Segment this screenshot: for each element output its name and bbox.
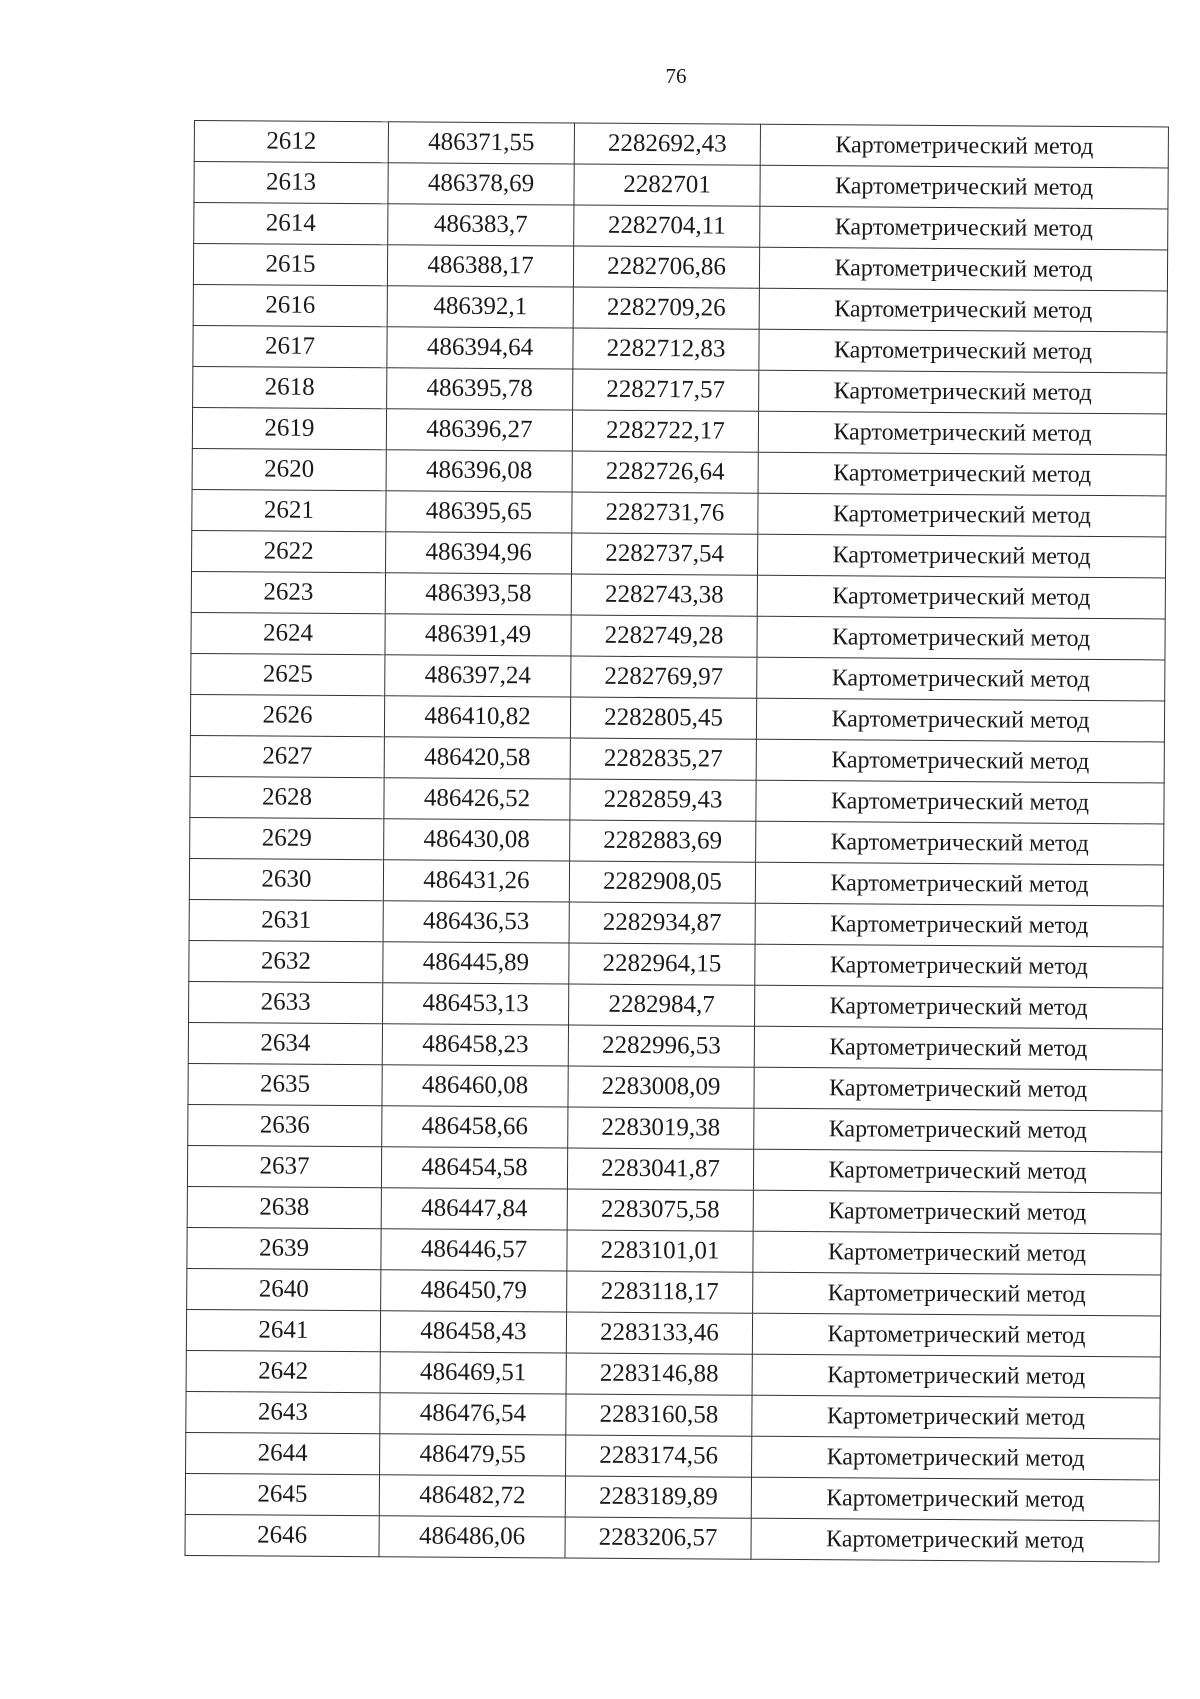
x-coordinate-cell: 486396,27 bbox=[386, 409, 572, 451]
table-row bbox=[189, 940, 1163, 987]
x-coordinate-cell: 486430,08 bbox=[384, 819, 570, 861]
method-cell: Картометрический метод bbox=[754, 1026, 1162, 1070]
point-number-cell: 2628 bbox=[190, 776, 384, 818]
y-coordinate-cell: 2282731,76 bbox=[572, 492, 758, 534]
method-cell: Картометрический метод bbox=[754, 1108, 1162, 1152]
method-cell: Картометрический метод bbox=[751, 1518, 1159, 1562]
table-row bbox=[192, 530, 1166, 577]
coordinates-sheet bbox=[184, 120, 1169, 1562]
y-coordinate-cell: 2282743,38 bbox=[571, 574, 757, 616]
method-cell: Картометрический метод bbox=[755, 903, 1163, 947]
x-coordinate-cell: 486482,72 bbox=[379, 1475, 565, 1517]
method-cell: Картометрический метод bbox=[753, 1272, 1161, 1316]
table-row bbox=[193, 244, 1167, 291]
method-cell: Картометрический метод bbox=[760, 165, 1168, 209]
x-coordinate-cell: 486458,43 bbox=[380, 1311, 566, 1353]
x-coordinate-cell: 486469,51 bbox=[380, 1352, 566, 1394]
table-row bbox=[193, 284, 1167, 331]
point-number-cell: 2617 bbox=[193, 325, 387, 367]
x-coordinate-cell: 486394,96 bbox=[386, 532, 572, 574]
y-coordinate-cell: 2282883,69 bbox=[570, 820, 756, 862]
point-number-cell: 2645 bbox=[185, 1473, 379, 1515]
x-coordinate-cell: 486454,58 bbox=[381, 1147, 567, 1189]
method-cell: Картометрический метод bbox=[752, 1395, 1160, 1439]
table-row bbox=[187, 1227, 1161, 1274]
point-number-cell: 2623 bbox=[191, 571, 385, 613]
x-coordinate-cell: 486391,49 bbox=[385, 614, 571, 656]
y-coordinate-cell: 2282749,28 bbox=[571, 615, 757, 657]
x-coordinate-cell: 486426,52 bbox=[384, 778, 570, 820]
method-cell: Картометрический метод bbox=[760, 124, 1168, 168]
method-cell: Картометрический метод bbox=[752, 1436, 1160, 1480]
x-coordinate-cell: 486392,1 bbox=[387, 286, 573, 328]
method-cell: Картометрический метод bbox=[759, 329, 1167, 373]
method-cell: Картометрический метод bbox=[752, 1354, 1160, 1398]
point-number-cell: 2634 bbox=[188, 1022, 382, 1064]
method-cell: Картометрический метод bbox=[756, 698, 1164, 742]
x-coordinate-cell: 486446,57 bbox=[381, 1229, 567, 1271]
point-number-cell: 2624 bbox=[191, 612, 385, 654]
table-row bbox=[190, 817, 1164, 864]
x-coordinate-cell: 486476,54 bbox=[380, 1393, 566, 1435]
table-row bbox=[190, 694, 1164, 741]
point-number-cell: 2613 bbox=[194, 162, 388, 204]
point-number-cell: 2626 bbox=[190, 694, 384, 736]
method-cell: Картометрический метод bbox=[756, 780, 1164, 824]
method-cell: Картометрический метод bbox=[757, 534, 1165, 578]
method-cell: Картометрический метод bbox=[758, 493, 1166, 537]
x-coordinate-cell: 486450,79 bbox=[381, 1270, 567, 1312]
table-row bbox=[188, 1022, 1162, 1069]
x-coordinate-cell: 486388,17 bbox=[387, 245, 573, 287]
point-number-cell: 2615 bbox=[193, 244, 387, 286]
point-number-cell: 2646 bbox=[185, 1514, 379, 1556]
y-coordinate-cell: 2283008,09 bbox=[568, 1066, 754, 1108]
point-number-cell: 2636 bbox=[188, 1104, 382, 1146]
table-row bbox=[187, 1186, 1161, 1233]
y-coordinate-cell: 2282934,87 bbox=[569, 902, 755, 944]
point-number-cell: 2618 bbox=[193, 366, 387, 408]
table-row bbox=[186, 1350, 1160, 1397]
table-row bbox=[194, 203, 1168, 250]
method-cell: Картометрический метод bbox=[755, 862, 1163, 906]
x-coordinate-cell: 486458,23 bbox=[382, 1024, 568, 1066]
coordinates-table-body bbox=[185, 121, 1168, 1562]
point-number-cell: 2622 bbox=[192, 530, 386, 572]
y-coordinate-cell: 2283160,58 bbox=[566, 1394, 752, 1436]
x-coordinate-cell: 486371,55 bbox=[388, 122, 574, 164]
point-number-cell: 2635 bbox=[188, 1063, 382, 1105]
y-coordinate-cell: 2282712,83 bbox=[573, 328, 759, 370]
point-number-cell: 2639 bbox=[187, 1227, 381, 1269]
y-coordinate-cell: 2282805,45 bbox=[570, 697, 756, 739]
method-cell: Картометрический метод bbox=[757, 616, 1165, 660]
method-cell: Картометрический метод bbox=[759, 370, 1167, 414]
y-coordinate-cell: 2283101,01 bbox=[567, 1230, 753, 1272]
point-number-cell: 2638 bbox=[187, 1186, 381, 1228]
point-number-cell: 2614 bbox=[194, 203, 388, 245]
y-coordinate-cell: 2282996,53 bbox=[568, 1025, 754, 1067]
table-row bbox=[189, 981, 1163, 1028]
point-number-cell: 2640 bbox=[187, 1268, 381, 1310]
method-cell: Картометрический метод bbox=[755, 944, 1163, 988]
table-row bbox=[186, 1391, 1160, 1438]
method-cell: Картометрический метод bbox=[758, 452, 1166, 496]
point-number-cell: 2643 bbox=[186, 1391, 380, 1433]
point-number-cell: 2637 bbox=[187, 1145, 381, 1187]
x-coordinate-cell: 486420,58 bbox=[384, 737, 570, 779]
y-coordinate-cell: 2283019,38 bbox=[568, 1107, 754, 1149]
table-row bbox=[192, 407, 1166, 454]
x-coordinate-cell: 486393,58 bbox=[385, 573, 571, 615]
y-coordinate-cell: 2282835,27 bbox=[570, 738, 756, 780]
y-coordinate-cell: 2282706,86 bbox=[573, 246, 759, 288]
y-coordinate-cell: 2283133,46 bbox=[566, 1312, 752, 1354]
table-row bbox=[189, 899, 1163, 946]
point-number-cell: 2629 bbox=[190, 817, 384, 859]
y-coordinate-cell: 2282709,26 bbox=[573, 287, 759, 329]
x-coordinate-cell: 486486,06 bbox=[379, 1516, 565, 1558]
x-coordinate-cell: 486453,13 bbox=[383, 983, 569, 1025]
x-coordinate-cell: 486395,65 bbox=[386, 491, 572, 533]
method-cell: Картометрический метод bbox=[757, 657, 1165, 701]
y-coordinate-cell: 2283075,58 bbox=[567, 1189, 753, 1231]
method-cell: Картометрический метод bbox=[755, 985, 1163, 1029]
table-row bbox=[188, 1104, 1162, 1151]
point-number-cell: 2621 bbox=[192, 489, 386, 531]
method-cell: Картометрический метод bbox=[754, 1067, 1162, 1111]
method-cell: Картометрический метод bbox=[756, 739, 1164, 783]
y-coordinate-cell: 2282737,54 bbox=[571, 533, 757, 575]
y-coordinate-cell: 2283189,89 bbox=[565, 1476, 751, 1518]
y-coordinate-cell: 2282964,15 bbox=[569, 943, 755, 985]
y-coordinate-cell: 2282717,57 bbox=[573, 369, 759, 411]
y-coordinate-cell: 2283041,87 bbox=[567, 1148, 753, 1190]
point-number-cell: 2633 bbox=[189, 981, 383, 1023]
table-row bbox=[194, 162, 1168, 209]
method-cell: Картометрический метод bbox=[753, 1231, 1161, 1275]
table-row bbox=[194, 121, 1168, 168]
table-row bbox=[186, 1309, 1160, 1356]
x-coordinate-cell: 486410,82 bbox=[384, 696, 570, 738]
point-number-cell: 2612 bbox=[194, 121, 388, 163]
method-cell: Картометрический метод bbox=[751, 1477, 1159, 1521]
method-cell: Картометрический метод bbox=[759, 247, 1167, 291]
point-number-cell: 2619 bbox=[192, 407, 386, 449]
y-coordinate-cell: 2283174,56 bbox=[566, 1435, 752, 1477]
table-row bbox=[193, 325, 1167, 372]
point-number-cell: 2625 bbox=[191, 653, 385, 695]
table-row bbox=[187, 1145, 1161, 1192]
y-coordinate-cell: 2282726,64 bbox=[572, 451, 758, 493]
table-row bbox=[191, 653, 1165, 700]
point-number-cell: 2620 bbox=[192, 448, 386, 490]
y-coordinate-cell: 2282722,17 bbox=[572, 410, 758, 452]
y-coordinate-cell: 2283206,57 bbox=[565, 1517, 751, 1559]
table-row bbox=[187, 1268, 1161, 1315]
x-coordinate-cell: 486436,53 bbox=[383, 901, 569, 943]
x-coordinate-cell: 486479,55 bbox=[380, 1434, 566, 1476]
x-coordinate-cell: 486431,26 bbox=[383, 860, 569, 902]
y-coordinate-cell: 2282984,7 bbox=[569, 984, 755, 1026]
table-row bbox=[191, 612, 1165, 659]
method-cell: Картометрический метод bbox=[753, 1190, 1161, 1234]
table-row bbox=[192, 489, 1166, 536]
table-row bbox=[191, 571, 1165, 618]
method-cell: Картометрический метод bbox=[760, 206, 1168, 250]
point-number-cell: 2627 bbox=[190, 735, 384, 777]
table-row bbox=[192, 448, 1166, 495]
table-row bbox=[189, 858, 1163, 905]
x-coordinate-cell: 486378,69 bbox=[388, 163, 574, 205]
y-coordinate-cell: 2282692,43 bbox=[574, 123, 760, 165]
table-row bbox=[190, 735, 1164, 782]
point-number-cell: 2616 bbox=[193, 284, 387, 326]
x-coordinate-cell: 486458,66 bbox=[382, 1106, 568, 1148]
method-cell: Картометрический метод bbox=[752, 1313, 1160, 1357]
table-row bbox=[193, 366, 1167, 413]
x-coordinate-cell: 486383,7 bbox=[388, 204, 574, 246]
x-coordinate-cell: 486397,24 bbox=[385, 655, 571, 697]
x-coordinate-cell: 486447,84 bbox=[381, 1188, 567, 1230]
point-number-cell: 2632 bbox=[189, 940, 383, 982]
x-coordinate-cell: 486445,89 bbox=[383, 942, 569, 984]
y-coordinate-cell: 2283118,17 bbox=[567, 1271, 753, 1313]
point-number-cell: 2644 bbox=[186, 1432, 380, 1474]
coordinates-table bbox=[184, 120, 1169, 1562]
y-coordinate-cell: 2282704,11 bbox=[574, 205, 760, 247]
method-cell: Картометрический метод bbox=[759, 288, 1167, 332]
y-coordinate-cell: 2282859,43 bbox=[570, 779, 756, 821]
x-coordinate-cell: 486396,08 bbox=[386, 450, 572, 492]
point-number-cell: 2641 bbox=[186, 1309, 380, 1351]
method-cell: Картометрический метод bbox=[753, 1149, 1161, 1193]
method-cell: Картометрический метод bbox=[758, 411, 1166, 455]
method-cell: Картометрический метод bbox=[756, 821, 1164, 865]
method-cell: Картометрический метод bbox=[757, 575, 1165, 619]
table-row bbox=[186, 1432, 1160, 1479]
x-coordinate-cell: 486460,08 bbox=[382, 1065, 568, 1107]
x-coordinate-cell: 486394,64 bbox=[387, 327, 573, 369]
page-number: 76 bbox=[665, 64, 687, 88]
point-number-cell: 2630 bbox=[189, 858, 383, 900]
table-row bbox=[190, 776, 1164, 823]
point-number-cell: 2642 bbox=[186, 1350, 380, 1392]
table-row bbox=[185, 1514, 1159, 1561]
y-coordinate-cell: 2282769,97 bbox=[571, 656, 757, 698]
x-coordinate-cell: 486395,78 bbox=[387, 368, 573, 410]
y-coordinate-cell: 2283146,88 bbox=[566, 1353, 752, 1395]
table-row bbox=[185, 1473, 1159, 1520]
y-coordinate-cell: 2282701 bbox=[574, 164, 760, 206]
y-coordinate-cell: 2282908,05 bbox=[569, 861, 755, 903]
table-row bbox=[188, 1063, 1162, 1110]
point-number-cell: 2631 bbox=[189, 899, 383, 941]
